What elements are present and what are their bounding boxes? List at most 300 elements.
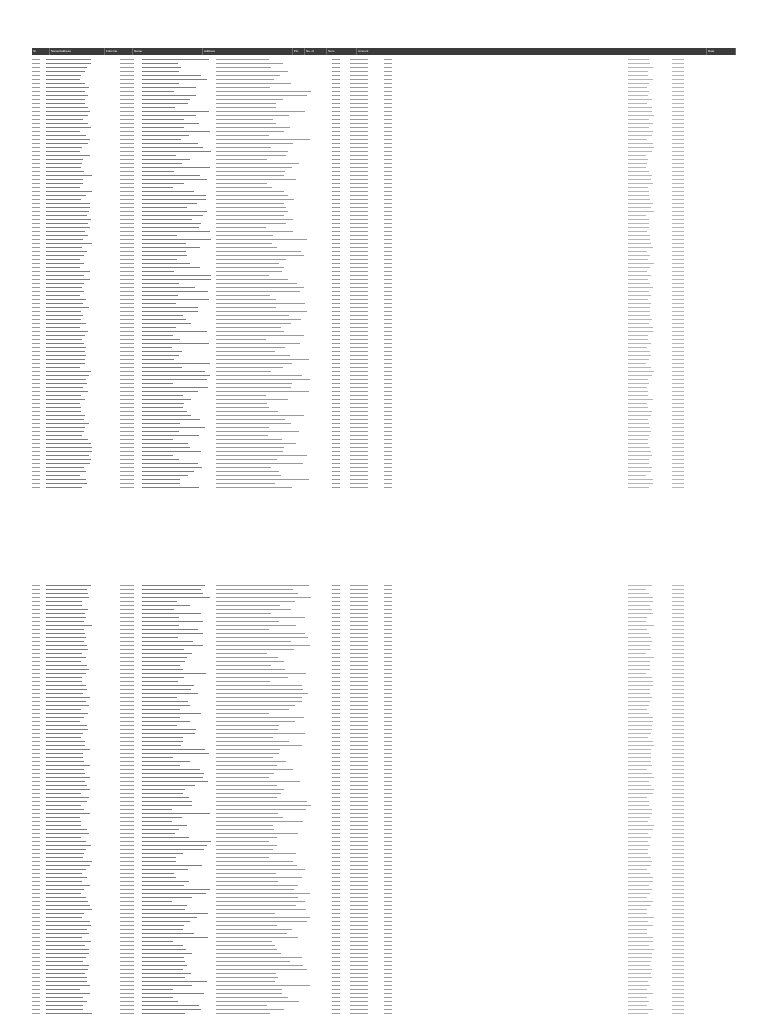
cell-text-placeholder xyxy=(384,653,392,654)
cell-text-placeholder xyxy=(628,167,646,168)
cell-text-placeholder xyxy=(46,423,89,424)
cell-text-placeholder xyxy=(332,355,340,356)
cell-text-placeholder xyxy=(46,709,81,710)
cell-text-placeholder xyxy=(672,431,684,432)
cell-text-placeholder xyxy=(350,231,368,232)
cell-text-placeholder xyxy=(142,191,194,192)
cell-text-placeholder xyxy=(120,657,134,658)
cell-text-placeholder xyxy=(142,219,192,220)
cell-text-placeholder xyxy=(46,187,80,188)
cell-text-placeholder xyxy=(46,135,86,136)
cell-text-placeholder xyxy=(628,479,653,480)
cell-text-placeholder xyxy=(216,171,285,172)
cell-text-placeholder xyxy=(384,997,392,998)
cell-text-placeholder xyxy=(350,853,368,854)
cell-text-placeholder xyxy=(120,75,134,76)
cell-text-placeholder xyxy=(120,415,134,416)
cell-text-placeholder xyxy=(332,183,340,184)
cell-text-placeholder xyxy=(120,231,134,232)
cell-text-placeholder xyxy=(628,673,646,674)
cell-text-placeholder xyxy=(216,809,306,810)
cell-text-placeholder xyxy=(142,195,206,196)
cell-text-placeholder xyxy=(142,103,188,104)
cell-text-placeholder xyxy=(672,175,684,176)
cell-text-placeholder xyxy=(216,347,285,348)
cell-text-placeholder xyxy=(46,901,88,902)
cell-text-placeholder xyxy=(142,243,186,244)
cell-text-placeholder xyxy=(120,829,134,830)
cell-text-placeholder xyxy=(46,67,87,68)
cell-text-placeholder xyxy=(142,351,182,352)
cell-text-placeholder xyxy=(384,941,392,942)
cell-text-placeholder xyxy=(216,777,269,778)
cell-text-placeholder xyxy=(120,183,134,184)
cell-text-placeholder xyxy=(628,211,654,212)
cell-text-placeholder xyxy=(350,629,368,630)
cell-text-placeholder xyxy=(628,87,647,88)
cell-text-placeholder xyxy=(672,199,684,200)
cell-text-placeholder xyxy=(332,1005,340,1006)
cell-text-placeholder xyxy=(142,793,183,794)
cell-text-placeholder xyxy=(32,713,40,714)
cell-text-placeholder xyxy=(384,597,392,598)
cell-text-placeholder xyxy=(384,67,392,68)
cell-text-placeholder xyxy=(32,833,40,834)
cell-text-placeholder xyxy=(142,267,200,268)
cell-text-placeholder xyxy=(142,335,173,336)
cell-text-placeholder xyxy=(628,299,648,300)
cell-text-placeholder xyxy=(332,463,340,464)
cell-text-placeholder xyxy=(46,183,83,184)
cell-text-placeholder xyxy=(628,809,652,810)
cell-text-placeholder xyxy=(332,777,340,778)
table-row xyxy=(32,486,736,490)
cell-text-placeholder xyxy=(142,921,190,922)
cell-text-placeholder xyxy=(216,399,288,400)
cell-text-placeholder xyxy=(142,641,193,642)
cell-text-placeholder xyxy=(350,693,368,694)
cell-text-placeholder xyxy=(350,451,368,452)
cell-text-placeholder xyxy=(216,913,275,914)
cell-text-placeholder xyxy=(672,589,684,590)
cell-text-placeholder xyxy=(672,339,684,340)
cell-text-placeholder xyxy=(120,953,134,954)
cell-text-placeholder xyxy=(46,721,80,722)
cell-text-placeholder xyxy=(142,949,186,950)
cell-text-placeholder xyxy=(332,95,340,96)
cell-text-placeholder xyxy=(142,215,203,216)
cell-text-placeholder xyxy=(384,267,392,268)
cell-text-placeholder xyxy=(672,885,684,886)
cell-text-placeholder xyxy=(350,925,368,926)
cell-text-placeholder xyxy=(332,415,340,416)
cell-text-placeholder xyxy=(120,159,134,160)
cell-text-placeholder xyxy=(32,645,40,646)
cell-text-placeholder xyxy=(142,913,208,914)
cell-text-placeholder xyxy=(120,127,134,128)
cell-text-placeholder xyxy=(46,777,90,778)
cell-text-placeholder xyxy=(350,677,368,678)
cell-text-placeholder xyxy=(46,291,84,292)
cell-text-placeholder xyxy=(32,171,40,172)
cell-text-placeholder xyxy=(672,825,684,826)
cell-text-placeholder xyxy=(32,745,40,746)
cell-text-placeholder xyxy=(32,881,40,882)
cell-text-placeholder xyxy=(332,135,340,136)
cell-text-placeholder xyxy=(350,681,368,682)
cell-text-placeholder xyxy=(350,989,368,990)
cell-text-placeholder xyxy=(216,191,284,192)
cell-text-placeholder xyxy=(384,299,392,300)
cell-text-placeholder xyxy=(216,363,292,364)
cell-text-placeholder xyxy=(46,431,84,432)
cell-text-placeholder xyxy=(216,973,276,974)
cell-text-placeholder xyxy=(120,359,134,360)
cell-text-placeholder xyxy=(216,95,307,96)
cell-text-placeholder xyxy=(120,637,134,638)
cell-text-placeholder xyxy=(350,845,368,846)
cell-text-placeholder xyxy=(384,363,392,364)
cell-text-placeholder xyxy=(384,809,392,810)
cell-text-placeholder xyxy=(384,427,392,428)
cell-text-placeholder xyxy=(350,897,368,898)
cell-text-placeholder xyxy=(120,103,134,104)
cell-text-placeholder xyxy=(32,945,40,946)
cell-text-placeholder xyxy=(350,829,368,830)
cell-text-placeholder xyxy=(628,693,650,694)
cell-text-placeholder xyxy=(672,989,684,990)
cell-text-placeholder xyxy=(32,299,40,300)
cell-text-placeholder xyxy=(120,909,134,910)
cell-text-placeholder xyxy=(332,933,340,934)
cell-text-placeholder xyxy=(142,953,192,954)
cell-text-placeholder xyxy=(350,215,368,216)
cell-text-placeholder xyxy=(216,825,273,826)
cell-text-placeholder xyxy=(216,689,303,690)
cell-text-placeholder xyxy=(672,685,684,686)
cell-text-placeholder xyxy=(332,661,340,662)
cell-text-placeholder xyxy=(672,75,684,76)
cell-text-placeholder xyxy=(216,375,302,376)
cell-text-placeholder xyxy=(350,881,368,882)
cell-text-placeholder xyxy=(672,949,684,950)
cell-text-placeholder xyxy=(332,375,340,376)
cell-text-placeholder xyxy=(46,961,83,962)
cell-text-placeholder xyxy=(628,973,651,974)
cell-text-placeholder xyxy=(32,841,40,842)
cell-text-placeholder xyxy=(142,1013,185,1014)
cell-text-placeholder xyxy=(216,111,305,112)
cell-text-placeholder xyxy=(32,813,40,814)
cell-text-placeholder xyxy=(32,191,40,192)
cell-text-placeholder xyxy=(142,785,195,786)
cell-text-placeholder xyxy=(46,613,85,614)
cell-text-placeholder xyxy=(350,593,368,594)
cell-text-placeholder xyxy=(350,159,368,160)
cell-text-placeholder xyxy=(332,423,340,424)
cell-text-placeholder xyxy=(384,961,392,962)
cell-text-placeholder xyxy=(216,391,309,392)
cell-text-placeholder xyxy=(46,143,88,144)
cell-text-placeholder xyxy=(672,427,684,428)
cell-text-placeholder xyxy=(142,75,201,76)
cell-text-placeholder xyxy=(120,283,134,284)
cell-text-placeholder xyxy=(628,837,651,838)
cell-text-placeholder xyxy=(142,585,205,586)
cell-text-placeholder xyxy=(332,191,340,192)
cell-text-placeholder xyxy=(216,769,293,770)
cell-text-placeholder xyxy=(350,817,368,818)
cell-text-placeholder xyxy=(350,187,368,188)
cell-text-placeholder xyxy=(628,279,648,280)
cell-text-placeholder xyxy=(672,287,684,288)
cell-text-placeholder xyxy=(32,143,40,144)
cell-text-placeholder xyxy=(350,303,368,304)
cell-text-placeholder xyxy=(628,447,650,448)
cell-text-placeholder xyxy=(350,757,368,758)
cell-text-placeholder xyxy=(672,905,684,906)
cell-text-placeholder xyxy=(384,171,392,172)
cell-text-placeholder xyxy=(672,673,684,674)
cell-text-placeholder xyxy=(628,1013,648,1014)
cell-text-placeholder xyxy=(46,139,90,140)
cell-text-placeholder xyxy=(384,913,392,914)
cell-text-placeholder xyxy=(628,243,651,244)
cell-text-placeholder xyxy=(350,901,368,902)
cell-text-placeholder xyxy=(120,693,134,694)
cell-text-placeholder xyxy=(216,355,290,356)
cell-text-placeholder xyxy=(332,327,340,328)
cell-text-placeholder xyxy=(332,411,340,412)
cell-text-placeholder xyxy=(142,431,179,432)
cell-text-placeholder xyxy=(350,375,368,376)
cell-text-placeholder xyxy=(120,439,134,440)
cell-text-placeholder xyxy=(120,929,134,930)
cell-text-placeholder xyxy=(46,601,82,602)
cell-text-placeholder xyxy=(142,143,198,144)
cell-text-placeholder xyxy=(350,1009,368,1010)
cell-text-placeholder xyxy=(628,239,650,240)
cell-text-placeholder xyxy=(384,729,392,730)
cell-text-placeholder xyxy=(672,487,684,488)
cell-text-placeholder xyxy=(216,853,296,854)
cell-text-placeholder xyxy=(384,475,392,476)
cell-text-placeholder xyxy=(216,937,298,938)
cell-text-placeholder xyxy=(350,467,368,468)
cell-text-placeholder xyxy=(216,251,301,252)
cell-text-placeholder xyxy=(384,135,392,136)
cell-text-placeholder xyxy=(32,853,40,854)
cell-text-placeholder xyxy=(332,63,340,64)
cell-text-placeholder xyxy=(350,929,368,930)
cell-text-placeholder xyxy=(120,67,134,68)
cell-text-placeholder xyxy=(628,219,649,220)
cell-text-placeholder xyxy=(142,853,183,854)
cell-text-placeholder xyxy=(120,175,134,176)
cell-text-placeholder xyxy=(216,115,289,116)
cell-text-placeholder xyxy=(350,83,368,84)
cell-text-placeholder xyxy=(628,115,654,116)
cell-text-placeholder xyxy=(32,969,40,970)
cell-text-placeholder xyxy=(332,633,340,634)
cell-text-placeholder xyxy=(332,949,340,950)
cell-text-placeholder xyxy=(350,207,368,208)
cell-text-placeholder xyxy=(120,1013,134,1014)
cell-text-placeholder xyxy=(216,431,299,432)
cell-text-placeholder xyxy=(384,625,392,626)
cell-text-placeholder xyxy=(332,773,340,774)
cell-text-placeholder xyxy=(672,713,684,714)
cell-text-placeholder xyxy=(216,211,288,212)
cell-text-placeholder xyxy=(32,889,40,890)
cell-text-placeholder xyxy=(672,247,684,248)
cell-text-placeholder xyxy=(216,155,286,156)
cell-text-placeholder xyxy=(350,797,368,798)
cell-text-placeholder xyxy=(350,363,368,364)
cell-text-placeholder xyxy=(216,447,284,448)
cell-text-placeholder xyxy=(628,893,650,894)
cell-text-placeholder xyxy=(332,75,340,76)
cell-text-placeholder xyxy=(46,665,87,666)
cell-text-placeholder xyxy=(350,335,368,336)
column-header: Amount xyxy=(357,48,707,55)
cell-text-placeholder xyxy=(628,175,652,176)
cell-text-placeholder xyxy=(120,861,134,862)
cell-text-placeholder xyxy=(384,877,392,878)
cell-text-placeholder xyxy=(332,199,340,200)
cell-text-placeholder xyxy=(384,399,392,400)
cell-text-placeholder xyxy=(628,865,651,866)
cell-text-placeholder xyxy=(350,641,368,642)
cell-text-placeholder xyxy=(672,697,684,698)
cell-text-placeholder xyxy=(216,267,284,268)
cell-text-placeholder xyxy=(628,725,652,726)
cell-text-placeholder xyxy=(628,355,651,356)
cell-text-placeholder xyxy=(32,897,40,898)
cell-text-placeholder xyxy=(384,347,392,348)
cell-text-placeholder xyxy=(142,343,209,344)
cell-text-placeholder xyxy=(142,303,176,304)
cell-text-placeholder xyxy=(332,383,340,384)
cell-text-placeholder xyxy=(216,327,281,328)
cell-text-placeholder xyxy=(216,957,302,958)
cell-text-placeholder xyxy=(672,67,684,68)
cell-text-placeholder xyxy=(46,167,81,168)
cell-text-placeholder xyxy=(142,893,206,894)
cell-text-placeholder xyxy=(628,63,650,64)
cell-text-placeholder xyxy=(672,757,684,758)
cell-text-placeholder xyxy=(384,833,392,834)
cell-text-placeholder xyxy=(384,1001,392,1002)
cell-text-placeholder xyxy=(384,721,392,722)
cell-text-placeholder xyxy=(46,793,81,794)
cell-text-placeholder xyxy=(32,331,40,332)
cell-text-placeholder xyxy=(216,641,291,642)
cell-text-placeholder xyxy=(32,335,40,336)
cell-text-placeholder xyxy=(672,609,684,610)
cell-text-placeholder xyxy=(350,151,368,152)
cell-text-placeholder xyxy=(350,383,368,384)
cell-text-placeholder xyxy=(350,741,368,742)
cell-text-placeholder xyxy=(216,203,284,204)
cell-text-placeholder xyxy=(332,1001,340,1002)
cell-text-placeholder xyxy=(628,785,651,786)
cell-text-placeholder xyxy=(350,223,368,224)
cell-text-placeholder xyxy=(332,857,340,858)
cell-text-placeholder xyxy=(216,467,271,468)
cell-text-placeholder xyxy=(46,235,88,236)
cell-text-placeholder xyxy=(32,741,40,742)
cell-text-placeholder xyxy=(120,471,134,472)
cell-text-placeholder xyxy=(350,311,368,312)
cell-text-placeholder xyxy=(216,315,289,316)
cell-text-placeholder xyxy=(332,613,340,614)
cell-text-placeholder xyxy=(46,673,86,674)
cell-text-placeholder xyxy=(32,379,40,380)
cell-text-placeholder xyxy=(32,885,40,886)
cell-text-placeholder xyxy=(332,589,340,590)
cell-text-placeholder xyxy=(628,869,647,870)
cell-text-placeholder xyxy=(120,729,134,730)
cell-text-placeholder xyxy=(216,829,274,830)
cell-text-placeholder xyxy=(32,391,40,392)
cell-text-placeholder xyxy=(120,977,134,978)
cell-text-placeholder xyxy=(628,993,653,994)
cell-text-placeholder xyxy=(32,231,40,232)
cell-text-placeholder xyxy=(142,857,176,858)
cell-text-placeholder xyxy=(628,721,653,722)
cell-text-placeholder xyxy=(628,877,653,878)
cell-text-placeholder xyxy=(216,889,294,890)
cell-text-placeholder xyxy=(46,849,86,850)
cell-text-placeholder xyxy=(628,945,649,946)
cell-text-placeholder xyxy=(120,327,134,328)
cell-text-placeholder xyxy=(672,617,684,618)
cell-text-placeholder xyxy=(628,323,649,324)
cell-text-placeholder xyxy=(142,95,196,96)
cell-text-placeholder xyxy=(628,741,653,742)
cell-text-placeholder xyxy=(32,179,40,180)
cell-text-placeholder xyxy=(332,685,340,686)
cell-text-placeholder xyxy=(672,889,684,890)
cell-text-placeholder xyxy=(332,713,340,714)
cell-text-placeholder xyxy=(120,215,134,216)
cell-text-placeholder xyxy=(32,275,40,276)
cell-text-placeholder xyxy=(384,617,392,618)
cell-text-placeholder xyxy=(32,957,40,958)
cell-text-placeholder xyxy=(32,817,40,818)
cell-text-placeholder xyxy=(350,443,368,444)
cell-text-placeholder xyxy=(332,311,340,312)
table-row xyxy=(32,1012,736,1016)
cell-text-placeholder xyxy=(332,657,340,658)
cell-text-placeholder xyxy=(350,387,368,388)
cell-text-placeholder xyxy=(46,267,80,268)
cell-text-placeholder xyxy=(32,597,40,598)
cell-text-placeholder xyxy=(46,909,92,910)
cell-text-placeholder xyxy=(120,235,134,236)
cell-text-placeholder xyxy=(32,789,40,790)
cell-text-placeholder xyxy=(384,957,392,958)
cell-text-placeholder xyxy=(142,227,199,228)
cell-text-placeholder xyxy=(32,913,40,914)
cell-text-placeholder xyxy=(384,227,392,228)
cell-text-placeholder xyxy=(32,291,40,292)
cell-text-placeholder xyxy=(332,797,340,798)
cell-text-placeholder xyxy=(628,123,653,124)
cell-text-placeholder xyxy=(142,107,175,108)
cell-text-placeholder xyxy=(350,327,368,328)
